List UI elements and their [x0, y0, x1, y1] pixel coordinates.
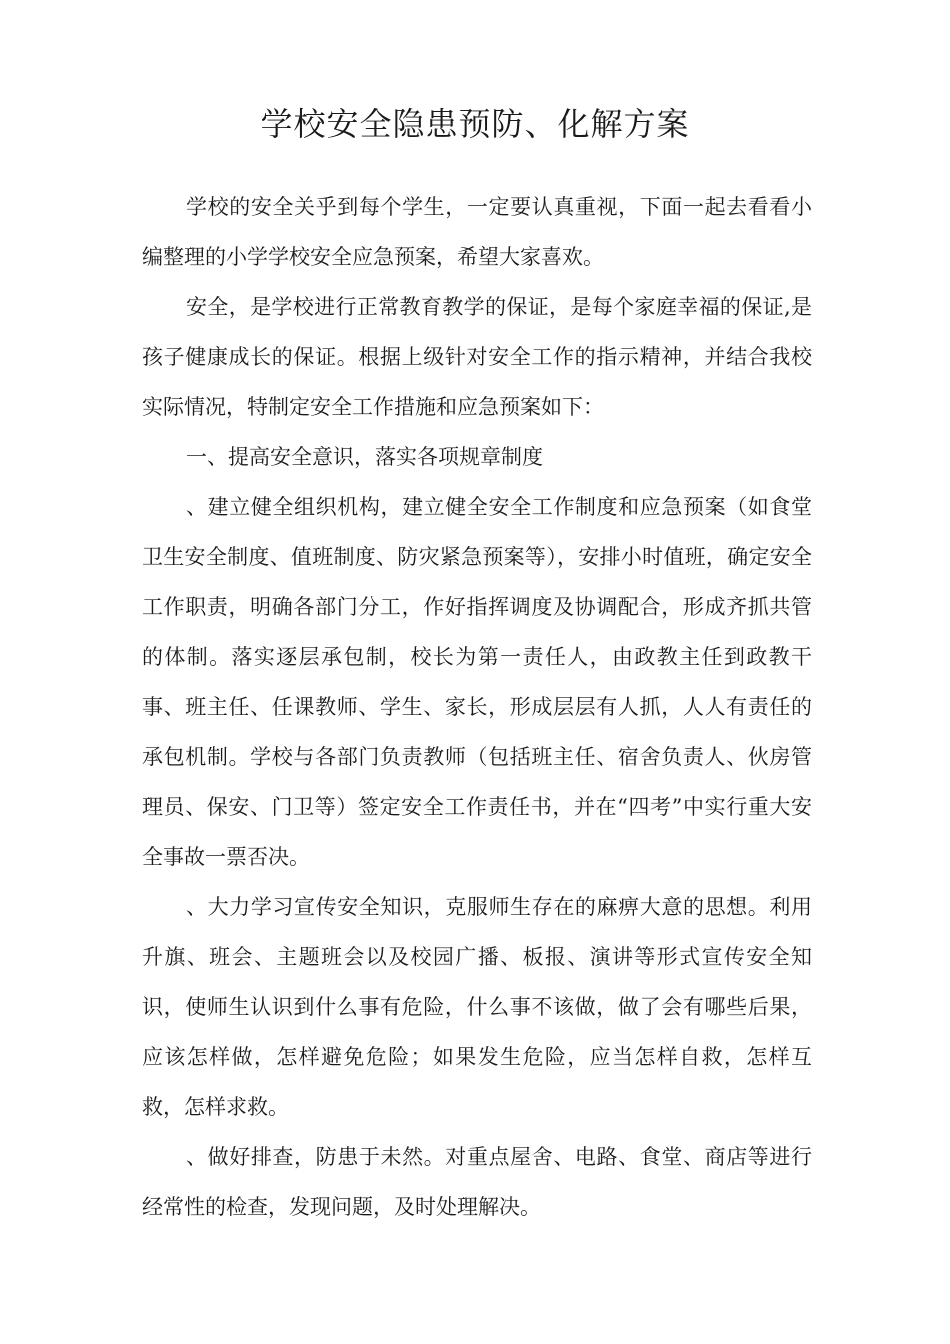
- paragraph-item-inspection: 、做好排查，防患于未然。对重点屋舍、电路、食堂、商店等进行经常性的检查，发现问题，及时处理解决。: [142, 1145, 812, 1219]
- document-title: 学校安全隐患预防、化解方案: [260, 105, 690, 143]
- paragraph-item-organization: 、建立健全组织机构，建立健全安全工作制度和应急预案（如食堂卫生安全制度、值班制度、防灾紧急预案等），安排小时值班，确定安全工作职责，明确各部门分工，作好指挥调度及协调配合，形成齐抓共管的体制。落实逐层承包制，校长为第一责任人，由政教主任到政教干事、班主任、任课教师、学生、家长，形成层层有人抓，人人有责任的承包机制。学校与各部门负责教师（包括班主任、宿舍负责人、伙房管理员、保安、门卫等）签定安全工作责任书，并在“四考”中实行重大安全事故一票否决。: [142, 495, 812, 869]
- document-body: [142, 182, 812, 1232]
- paragraph-intro: 学校的安全关乎到每个学生，一定要认真重视，下面一起去看看小编整理的小学学校安全应急预案，希望大家喜欢。: [142, 195, 812, 269]
- section-heading-1: 一、提高安全意识，落实各项规章制度: [186, 445, 543, 469]
- paragraph-item-education: 、大力学习宣传安全知识，克服师生存在的麻痹大意的思想。利用升旗、班会、主题班会以及校园广播、板报、演讲等形式宣传安全知识，使师生认识到什么事有危险，什么事不该做，做了会有哪些后果，应该怎样做，怎样避免危险；如果发生危险，应当怎样自救，怎样互救，怎样求救。: [142, 895, 812, 1119]
- paragraph-purpose: 安全，是学校进行正常教育教学的保证，是每个家庭幸福的保证,是孩子健康成长的保证。根据上级针对安全工作的指示精神，并结合我校实际情况，特制定安全工作措施和应急预案如下：: [142, 295, 812, 419]
